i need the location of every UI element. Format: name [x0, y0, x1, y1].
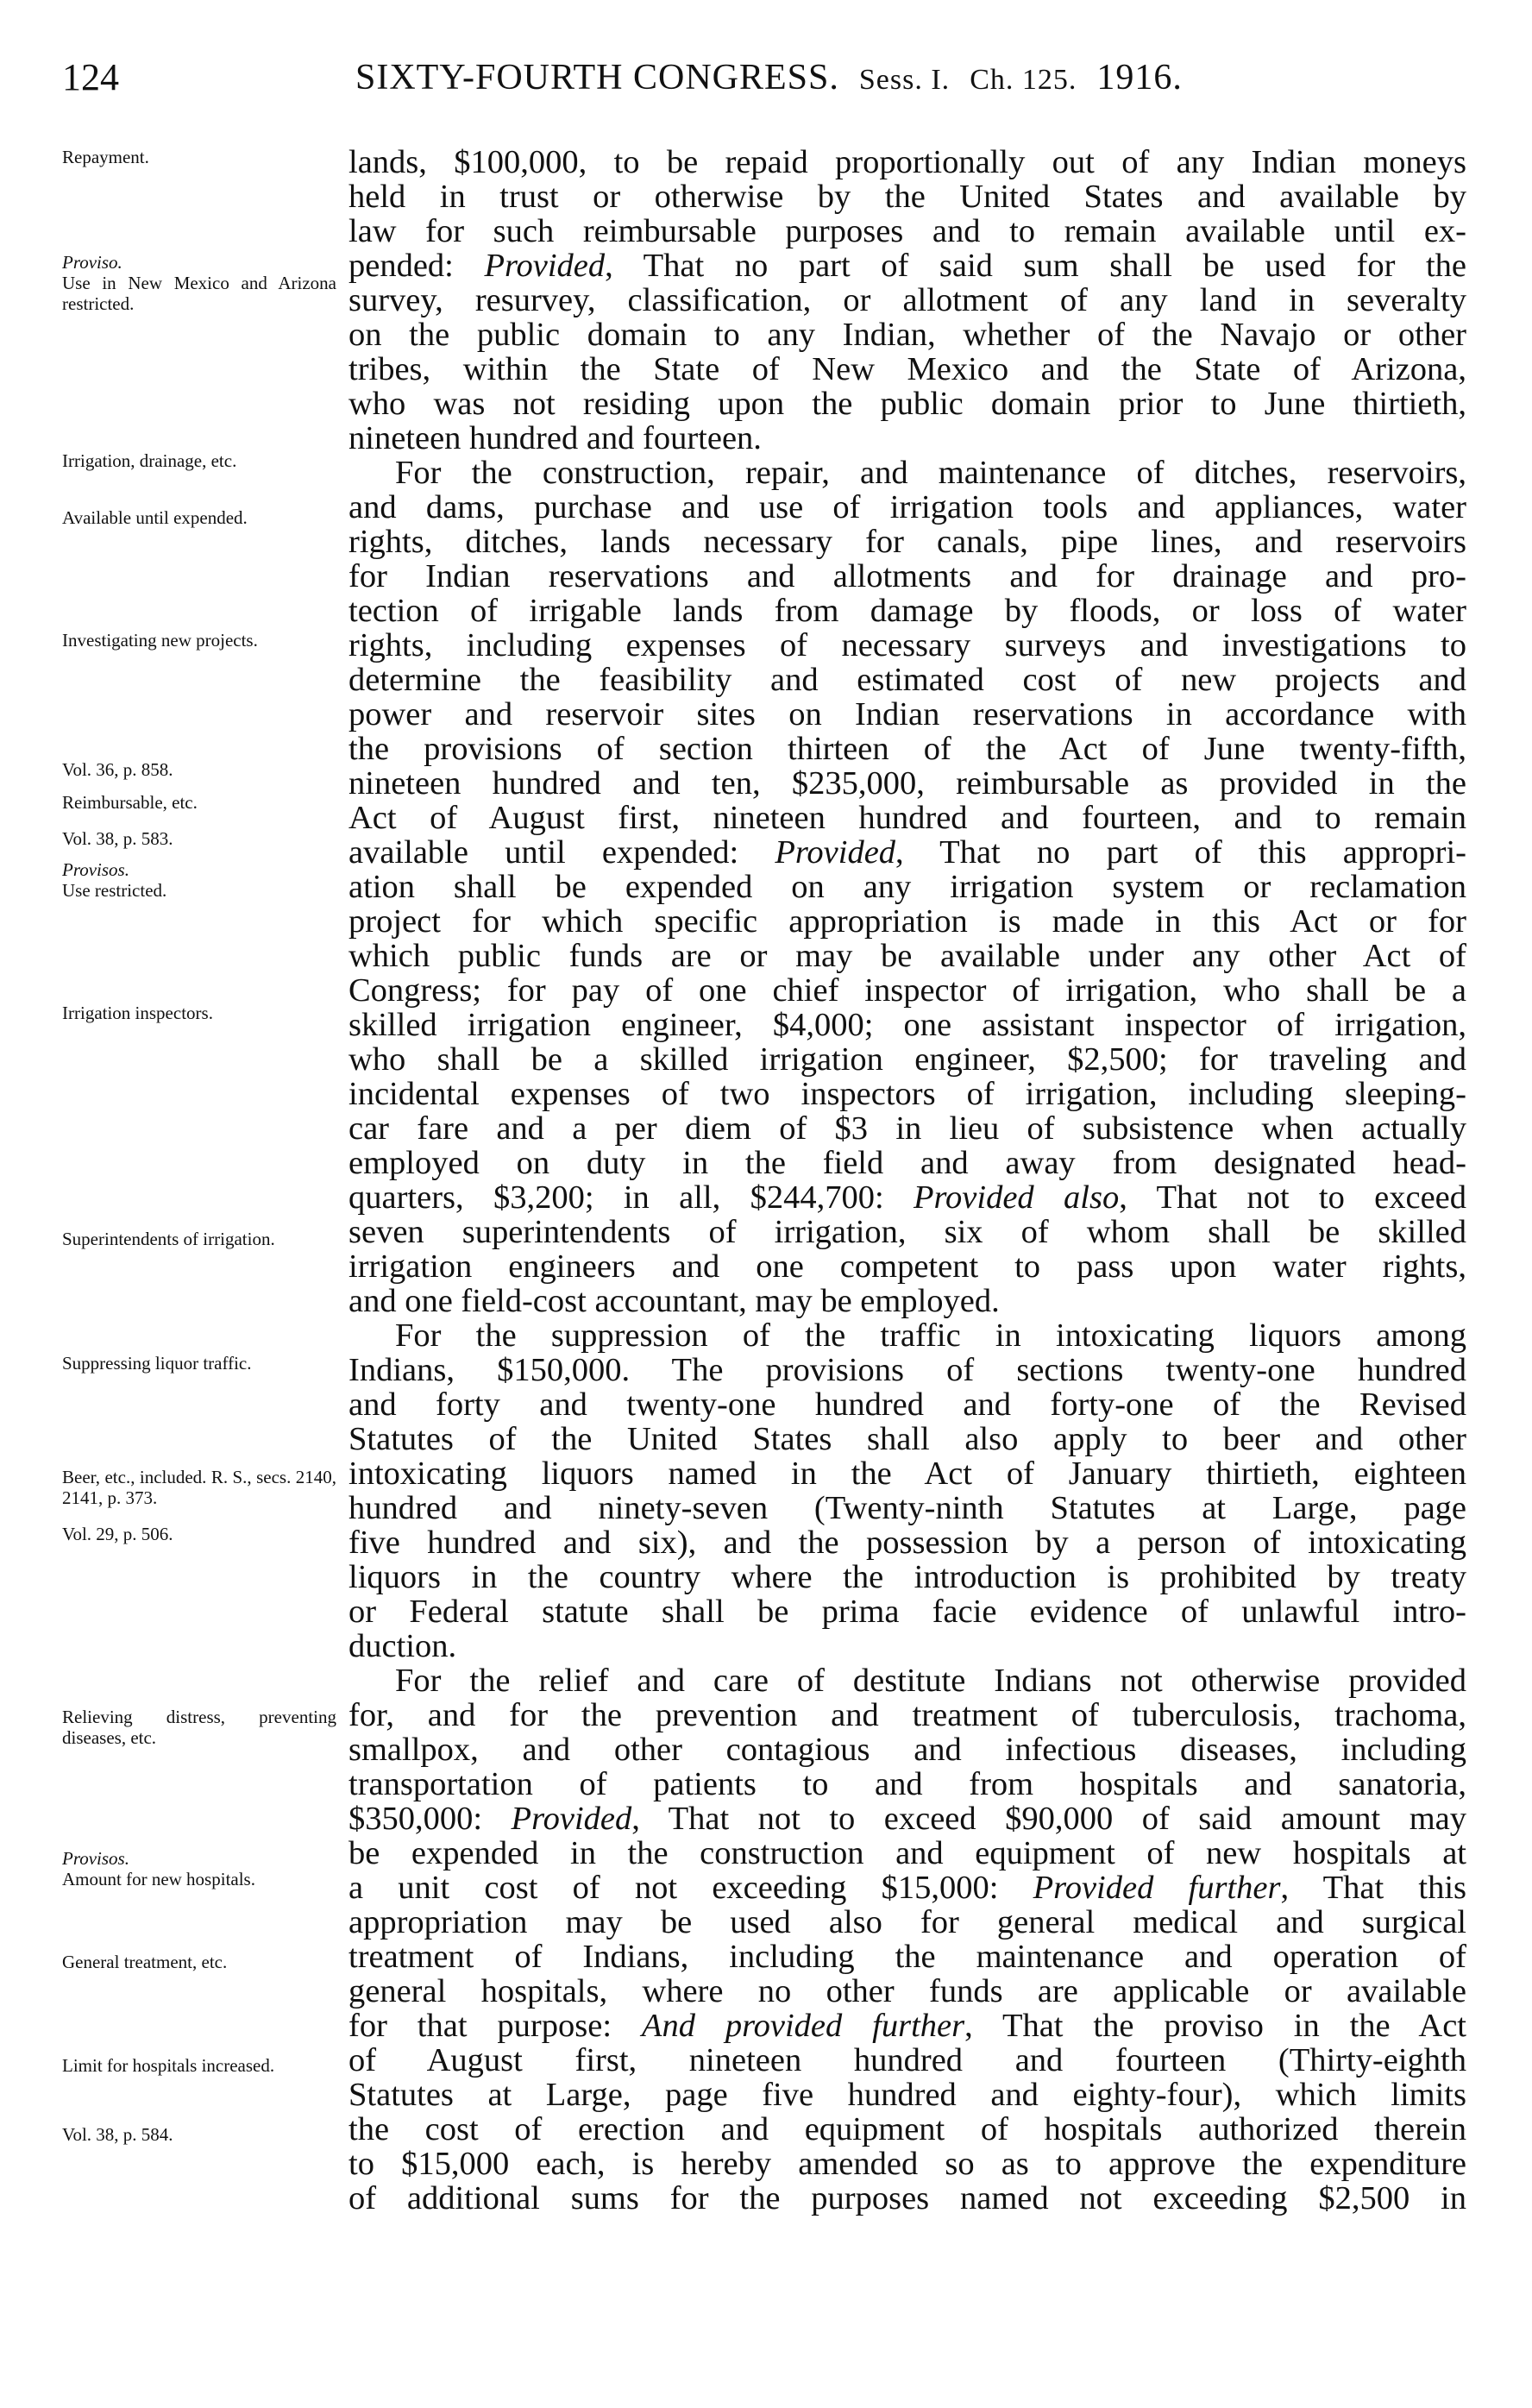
text-line: to $15,000 each, is hereby amended so as to approve the expenditure [348, 2147, 1466, 2181]
running-head-title: SIXTY-FOURTH CONGRESS. [355, 58, 839, 97]
proviso-word: Provided also [913, 1180, 1120, 1215]
text-line: who shall be a skilled irrigation engineer, $2,500; for traveling and [348, 1042, 1466, 1077]
proviso-word: Provided [511, 1801, 632, 1836]
text-line: available until expended: Provided, That no part of this appropri- [348, 835, 1466, 870]
text-line: transportation of patients to and from hospitals and sanatoria, [348, 1767, 1466, 1801]
margin-note: Investigating new projects. [62, 630, 258, 651]
margin-note: Relieving distress, preventing diseases, etc. [62, 1707, 336, 1748]
text-line: smallpox, and other contagious and infectious diseases, including [348, 1732, 1466, 1767]
text-line: and dams, purchase and use of irrigation tools and appliances, water [348, 490, 1466, 525]
text-line: and one field-cost accountant, may be employed. [348, 1284, 1000, 1318]
proviso-word: Provided [484, 248, 606, 283]
text-line: duction. [348, 1629, 457, 1663]
text-line: tribes, within the State of New Mexico and the State of Arizona, [348, 352, 1466, 387]
text-line: pended: Provided, That no part of said sum shall be used for the [348, 248, 1466, 283]
margin-note: Repayment. [62, 147, 149, 167]
text-line: or Federal statute shall be prima facie evidence of unlawful intro- [348, 1594, 1466, 1629]
proviso-word: Provided [775, 835, 896, 870]
margin-note: Irrigation, drainage, etc. [62, 450, 237, 471]
text-line: on the public domain to any Indian, whether of the Navajo or other [348, 318, 1466, 352]
text-line: of additional sums for the purposes named not exceeding $2,500 in [348, 2181, 1466, 2216]
margin-note: Suppressing liquor traffic. [62, 1353, 252, 1374]
text-line: which public funds are or may be available under any other Act of [348, 939, 1466, 973]
text-line: rights, including expenses of necessary surveys and investigations to [348, 628, 1466, 663]
text-line: a unit cost of not exceeding $15,000: Provided further, That this [348, 1870, 1466, 1905]
text-line: power and reservoir sites on Indian reservations in accordance with [348, 697, 1466, 732]
running-head-session: Sess. I. [858, 64, 951, 96]
text-line: for Indian reservations and allotments and for drainage and pro- [348, 559, 1466, 594]
text-line: car fare and a per diem of $3 in lieu of subsistence when actually [348, 1111, 1466, 1146]
text-line: project for which specific appropriation is made in this Act or for [348, 904, 1466, 939]
margin-note: Superintendents of irrigation. [62, 1229, 275, 1249]
margin-note: Proviso. [62, 252, 122, 273]
text-line: Statutes of the United States shall also apply to beer and other [348, 1422, 1466, 1456]
margin-note: Reimbursable, etc. [62, 792, 198, 813]
margin-note: Vol. 38, p. 584. [62, 2124, 173, 2145]
text-line: $350,000: Provided, That not to exceed $90,000 of said amount may [348, 1801, 1466, 1836]
text-line: survey, resurvey, classification, or allotment of any land in severalty [348, 283, 1466, 318]
margin-note: Irrigation inspectors. [62, 1003, 213, 1023]
text-line: lands, $100,000, to be repaid proportionally out of any Indian moneys [348, 145, 1466, 179]
running-head-chapter: Ch. 125. [970, 64, 1077, 96]
text-line: five hundred and six), and the possession by a person of intoxicating [348, 1525, 1466, 1560]
margin-note: Available until expended. [62, 507, 248, 528]
text-line: Act of August first, nineteen hundred and fourteen, and to remain [348, 801, 1466, 835]
text-line: For the relief and care of destitute Indians not otherwise provided [395, 1663, 1466, 1698]
text-line: hundred and ninety-seven (Twenty-ninth Statutes at Large, page [348, 1491, 1466, 1525]
statute-text [348, 145, 1466, 2216]
text-line: intoxicating liquors named in the Act of January thirtieth, eighteen [348, 1456, 1466, 1491]
page-number: 124 [62, 56, 119, 98]
text-line: ation shall be expended on any irrigation system or reclamation [348, 870, 1466, 904]
text-line: of August first, nineteen hundred and fourteen (Thirty-eighth [348, 2043, 1466, 2078]
text-line: liquors in the country where the introduction is prohibited by treaty [348, 1560, 1466, 1594]
text-line: rights, ditches, lands necessary for canals, pipe lines, and reservoirs [348, 525, 1466, 559]
text-line: Indians, $150,000. The provisions of sections twenty-one hundred [348, 1353, 1466, 1387]
text-line: for, and for the prevention and treatment of tuberculosis, trachoma, [348, 1698, 1466, 1732]
text-line: law for such reimbursable purposes and to remain available until ex- [348, 214, 1466, 248]
text-line: seven superintendents of irrigation, six of whom shall be skilled [348, 1215, 1466, 1249]
text-line: appropriation may be used also for general medical and surgical [348, 1905, 1466, 1940]
text-line: Statutes at Large, page five hundred and eighty-four), which limits [348, 2078, 1466, 2112]
margin-note: Amount for new hospitals. [62, 1869, 255, 1889]
running-header [62, 52, 1477, 112]
text-line: the provisions of section thirteen of the Act of June twenty-fifth, [348, 732, 1466, 766]
margin-note: Vol. 38, p. 583. [62, 828, 173, 849]
text-line: Congress; for pay of one chief inspector of irrigation, who shall be a [348, 973, 1466, 1008]
text-line: tection of irrigable lands from damage by floods, or loss of water [348, 594, 1466, 628]
text-line: For the suppression of the traffic in intoxicating liquors among [395, 1318, 1466, 1353]
text-line: and forty and twenty-one hundred and forty-one of the Revised [348, 1387, 1466, 1422]
text-line: held in trust or otherwise by the United States and available by [348, 179, 1466, 214]
margin-note: Beer, etc., included. R. S., secs. 2140, 2141, p. 373. [62, 1467, 336, 1508]
text-line: incidental expenses of two inspectors of irrigation, including sleeping- [348, 1077, 1466, 1111]
margin-note: Use in New Mexico and Arizona restricted. [62, 273, 336, 314]
running-head-year: 1916. [1096, 58, 1183, 97]
text-line: nineteen hundred and fourteen. [348, 421, 762, 456]
margin-note: General treatment, etc. [62, 1952, 228, 1972]
proviso-word: Provided further [1033, 1870, 1281, 1905]
text-line: the cost of erection and equipment of hospitals authorized therein [348, 2112, 1466, 2147]
text-line: for that purpose: And provided further, That the proviso in the Act [348, 2009, 1466, 2043]
margin-note: Provisos. [62, 859, 129, 880]
text-line: nineteen hundred and ten, $235,000, reimbursable as provided in the [348, 766, 1466, 801]
margin-note: Vol. 29, p. 506. [62, 1524, 173, 1544]
margin-note: Use restricted. [62, 880, 167, 901]
margin-note: Vol. 36, p. 858. [62, 759, 173, 780]
margin-note: Limit for hospitals increased. [62, 2055, 275, 2076]
text-line: quarters, $3,200; in all, $244,700: Provided also, That not to exceed [348, 1180, 1466, 1215]
text-line: general hospitals, where no other funds are applicable or available [348, 1974, 1466, 2009]
text-line: treatment of Indians, including the maintenance and operation of [348, 1940, 1466, 1974]
text-line: skilled irrigation engineer, $4,000; one assistant inspector of irrigation, [348, 1008, 1466, 1042]
text-line: determine the feasibility and estimated cost of new projects and [348, 663, 1466, 697]
text-line: be expended in the construction and equipment of new hospitals at [348, 1836, 1466, 1870]
proviso-word: And provided further [641, 2009, 965, 2043]
text-line: For the construction, repair, and maintenance of ditches, reservoirs, [395, 456, 1466, 490]
text-line: who was not residing upon the public domain prior to June thirtieth, [348, 387, 1466, 421]
margin-note: Provisos. [62, 1848, 129, 1869]
text-line: irrigation engineers and one competent to pass upon water rights, [348, 1249, 1466, 1284]
running-head [355, 52, 1183, 106]
text-line: employed on duty in the field and away from designated head- [348, 1146, 1466, 1180]
